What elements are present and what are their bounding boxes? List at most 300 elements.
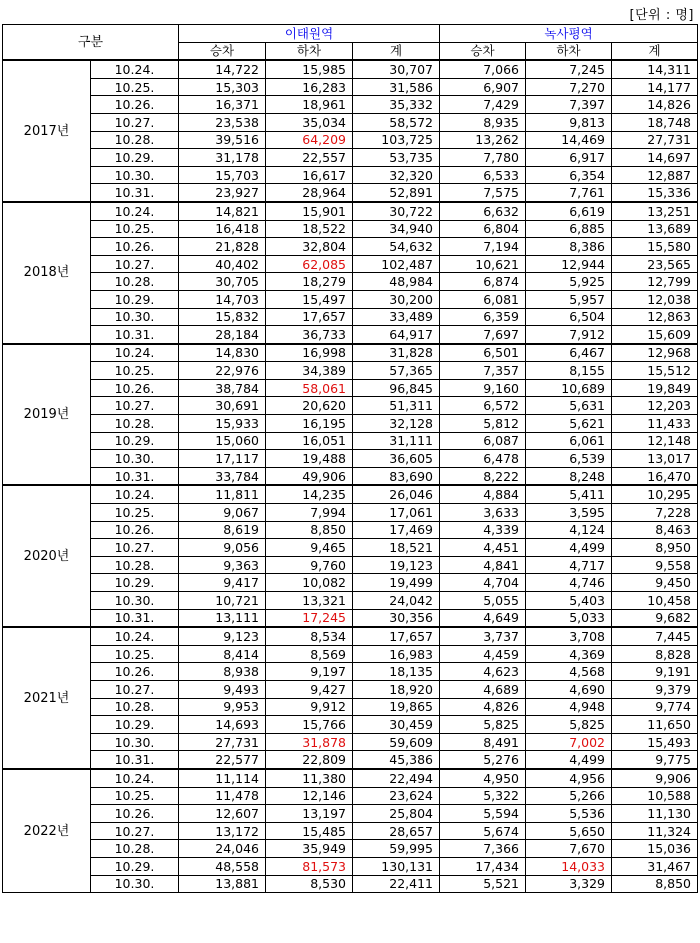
value-cell: 7,912 xyxy=(526,326,612,344)
value-cell: 4,451 xyxy=(440,539,526,557)
value-cell: 52,891 xyxy=(353,184,440,202)
value-cell: 45,386 xyxy=(353,751,440,769)
value-cell: 103,725 xyxy=(353,131,440,149)
value-cell: 17,657 xyxy=(266,308,353,326)
value-cell: 22,494 xyxy=(353,769,440,787)
value-cell: 13,111 xyxy=(179,609,266,627)
value-cell: 9,191 xyxy=(612,663,698,681)
table-row xyxy=(3,131,698,149)
date-cell: 10.31. xyxy=(91,609,179,627)
value-cell: 15,036 xyxy=(612,840,698,858)
value-cell: 130,131 xyxy=(353,857,440,875)
value-cell: 5,276 xyxy=(440,751,526,769)
table-row xyxy=(3,857,698,875)
value-cell: 36,733 xyxy=(266,326,353,344)
value-cell: 23,927 xyxy=(179,184,266,202)
value-cell: 6,504 xyxy=(526,308,612,326)
value-cell: 14,469 xyxy=(526,131,612,149)
value-cell: 12,887 xyxy=(612,166,698,184)
table-row xyxy=(3,238,698,256)
value-cell: 14,311 xyxy=(612,60,698,78)
unit-label: [단위 : 명] xyxy=(629,8,694,23)
value-cell: 16,283 xyxy=(266,78,353,96)
table-row xyxy=(3,255,698,273)
value-cell: 15,060 xyxy=(179,432,266,450)
table-row xyxy=(3,485,698,503)
value-cell: 9,953 xyxy=(179,698,266,716)
value-cell: 11,130 xyxy=(612,805,698,823)
value-cell: 4,339 xyxy=(440,521,526,539)
value-cell: 3,737 xyxy=(440,627,526,645)
value-cell: 31,467 xyxy=(612,857,698,875)
value-cell: 33,489 xyxy=(353,308,440,326)
value-cell: 4,690 xyxy=(526,680,612,698)
value-cell: 17,117 xyxy=(179,450,266,468)
value-cell: 18,521 xyxy=(353,539,440,557)
value-cell: 8,530 xyxy=(266,875,353,893)
value-cell: 81,573 xyxy=(266,857,353,875)
date-cell: 10.26. xyxy=(91,379,179,397)
value-cell: 30,459 xyxy=(353,716,440,734)
year-cell: 2019년 xyxy=(3,344,91,486)
value-cell: 6,354 xyxy=(526,166,612,184)
value-cell: 4,499 xyxy=(526,751,612,769)
header-col-alight: 하차 xyxy=(526,42,612,60)
date-cell: 10.25. xyxy=(91,645,179,663)
header-col-total: 계 xyxy=(353,42,440,60)
date-cell: 10.26. xyxy=(91,521,179,539)
table-row xyxy=(3,326,698,344)
value-cell: 4,124 xyxy=(526,521,612,539)
table-row xyxy=(3,379,698,397)
value-cell: 64,917 xyxy=(353,326,440,344)
value-cell: 9,760 xyxy=(266,556,353,574)
table-row xyxy=(3,680,698,698)
value-cell: 9,493 xyxy=(179,680,266,698)
value-cell: 8,534 xyxy=(266,627,353,645)
header-station-itaewon: 이태원역 xyxy=(179,25,440,43)
value-cell: 13,251 xyxy=(612,202,698,220)
value-cell: 38,784 xyxy=(179,379,266,397)
value-cell: 7,397 xyxy=(526,96,612,114)
value-cell: 3,595 xyxy=(526,504,612,522)
value-cell: 9,774 xyxy=(612,698,698,716)
date-cell: 10.29. xyxy=(91,857,179,875)
year-cell: 2022년 xyxy=(3,769,91,893)
value-cell: 11,324 xyxy=(612,822,698,840)
value-cell: 12,607 xyxy=(179,805,266,823)
value-cell: 4,841 xyxy=(440,556,526,574)
value-cell: 15,703 xyxy=(179,166,266,184)
value-cell: 23,565 xyxy=(612,255,698,273)
value-cell: 6,501 xyxy=(440,344,526,362)
date-cell: 10.24. xyxy=(91,60,179,78)
table-row xyxy=(3,113,698,131)
value-cell: 5,536 xyxy=(526,805,612,823)
value-cell: 4,459 xyxy=(440,645,526,663)
value-cell: 30,691 xyxy=(179,397,266,415)
value-cell: 35,034 xyxy=(266,113,353,131)
value-cell: 16,983 xyxy=(353,645,440,663)
table-row xyxy=(3,698,698,716)
value-cell: 16,617 xyxy=(266,166,353,184)
value-cell: 16,470 xyxy=(612,467,698,485)
value-cell: 7,366 xyxy=(440,840,526,858)
value-cell: 28,657 xyxy=(353,822,440,840)
value-cell: 33,784 xyxy=(179,467,266,485)
value-cell: 4,956 xyxy=(526,769,612,787)
date-cell: 10.27. xyxy=(91,113,179,131)
date-cell: 10.29. xyxy=(91,290,179,308)
table-row xyxy=(3,202,698,220)
value-cell: 5,925 xyxy=(526,273,612,291)
table-row xyxy=(3,273,698,291)
value-cell: 10,689 xyxy=(526,379,612,397)
value-cell: 12,799 xyxy=(612,273,698,291)
header-col-alight: 하차 xyxy=(266,42,353,60)
value-cell: 15,336 xyxy=(612,184,698,202)
value-cell: 14,235 xyxy=(266,485,353,503)
value-cell: 22,976 xyxy=(179,362,266,380)
value-cell: 15,933 xyxy=(179,415,266,433)
value-cell: 7,228 xyxy=(612,504,698,522)
table-row xyxy=(3,733,698,751)
value-cell: 6,572 xyxy=(440,397,526,415)
value-cell: 22,809 xyxy=(266,751,353,769)
table-row xyxy=(3,592,698,610)
value-cell: 11,433 xyxy=(612,415,698,433)
value-cell: 7,429 xyxy=(440,96,526,114)
value-cell: 16,418 xyxy=(179,220,266,238)
table-row xyxy=(3,432,698,450)
table-row xyxy=(3,875,698,893)
date-cell: 10.31. xyxy=(91,326,179,344)
value-cell: 4,369 xyxy=(526,645,612,663)
value-cell: 22,557 xyxy=(266,149,353,167)
table-row xyxy=(3,609,698,627)
header-col-total: 계 xyxy=(612,42,698,60)
value-cell: 13,321 xyxy=(266,592,353,610)
value-cell: 6,907 xyxy=(440,78,526,96)
value-cell: 8,569 xyxy=(266,645,353,663)
value-cell: 19,123 xyxy=(353,556,440,574)
table-row xyxy=(3,184,698,202)
value-cell: 31,111 xyxy=(353,432,440,450)
table-row xyxy=(3,751,698,769)
value-cell: 14,722 xyxy=(179,60,266,78)
value-cell: 9,450 xyxy=(612,574,698,592)
table-row xyxy=(3,290,698,308)
value-cell: 4,884 xyxy=(440,485,526,503)
value-cell: 8,828 xyxy=(612,645,698,663)
header-gubun: 구분 xyxy=(3,25,179,61)
table-row xyxy=(3,504,698,522)
value-cell: 19,488 xyxy=(266,450,353,468)
value-cell: 14,826 xyxy=(612,96,698,114)
value-cell: 7,780 xyxy=(440,149,526,167)
value-cell: 12,944 xyxy=(526,255,612,273)
date-cell: 10.24. xyxy=(91,202,179,220)
value-cell: 14,821 xyxy=(179,202,266,220)
date-cell: 10.28. xyxy=(91,840,179,858)
value-cell: 22,577 xyxy=(179,751,266,769)
value-cell: 23,538 xyxy=(179,113,266,131)
table-row xyxy=(3,521,698,539)
date-cell: 10.24. xyxy=(91,485,179,503)
value-cell: 8,463 xyxy=(612,521,698,539)
table-row xyxy=(3,805,698,823)
table-row xyxy=(3,344,698,362)
value-cell: 7,245 xyxy=(526,60,612,78)
value-cell: 15,609 xyxy=(612,326,698,344)
value-cell: 6,478 xyxy=(440,450,526,468)
value-cell: 8,491 xyxy=(440,733,526,751)
value-cell: 12,968 xyxy=(612,344,698,362)
value-cell: 5,033 xyxy=(526,609,612,627)
value-cell: 5,266 xyxy=(526,787,612,805)
header-row-1 xyxy=(3,25,698,43)
value-cell: 8,155 xyxy=(526,362,612,380)
table-row xyxy=(3,663,698,681)
date-cell: 10.31. xyxy=(91,184,179,202)
value-cell: 12,038 xyxy=(612,290,698,308)
value-cell: 5,812 xyxy=(440,415,526,433)
date-cell: 10.27. xyxy=(91,680,179,698)
table-row xyxy=(3,450,698,468)
year-cell: 2017년 xyxy=(3,60,91,202)
value-cell: 6,533 xyxy=(440,166,526,184)
value-cell: 31,878 xyxy=(266,733,353,751)
value-cell: 28,184 xyxy=(179,326,266,344)
date-cell: 10.30. xyxy=(91,450,179,468)
value-cell: 14,703 xyxy=(179,290,266,308)
value-cell: 48,558 xyxy=(179,857,266,875)
value-cell: 18,920 xyxy=(353,680,440,698)
value-cell: 23,624 xyxy=(353,787,440,805)
value-cell: 15,497 xyxy=(266,290,353,308)
value-cell: 102,487 xyxy=(353,255,440,273)
table-row xyxy=(3,220,698,238)
table-row xyxy=(3,822,698,840)
value-cell: 6,539 xyxy=(526,450,612,468)
value-cell: 19,499 xyxy=(353,574,440,592)
value-cell: 5,521 xyxy=(440,875,526,893)
value-cell: 13,172 xyxy=(179,822,266,840)
value-cell: 4,704 xyxy=(440,574,526,592)
date-cell: 10.24. xyxy=(91,627,179,645)
value-cell: 15,766 xyxy=(266,716,353,734)
value-cell: 3,708 xyxy=(526,627,612,645)
value-cell: 14,693 xyxy=(179,716,266,734)
table-row xyxy=(3,60,698,78)
table-row xyxy=(3,769,698,787)
table-row xyxy=(3,645,698,663)
value-cell: 4,746 xyxy=(526,574,612,592)
value-cell: 12,863 xyxy=(612,308,698,326)
value-cell: 59,995 xyxy=(353,840,440,858)
value-cell: 6,885 xyxy=(526,220,612,238)
value-cell: 8,248 xyxy=(526,467,612,485)
table-row xyxy=(3,397,698,415)
year-cell: 2020년 xyxy=(3,485,91,627)
value-cell: 3,329 xyxy=(526,875,612,893)
value-cell: 18,961 xyxy=(266,96,353,114)
date-cell: 10.25. xyxy=(91,220,179,238)
value-cell: 24,042 xyxy=(353,592,440,610)
table-row xyxy=(3,415,698,433)
date-cell: 10.30. xyxy=(91,166,179,184)
value-cell: 32,320 xyxy=(353,166,440,184)
value-cell: 10,588 xyxy=(612,787,698,805)
date-cell: 10.24. xyxy=(91,344,179,362)
value-cell: 5,055 xyxy=(440,592,526,610)
value-cell: 30,200 xyxy=(353,290,440,308)
value-cell: 30,705 xyxy=(179,273,266,291)
value-cell: 7,270 xyxy=(526,78,612,96)
table-row xyxy=(3,840,698,858)
value-cell: 11,811 xyxy=(179,485,266,503)
value-cell: 9,912 xyxy=(266,698,353,716)
value-cell: 27,731 xyxy=(179,733,266,751)
value-cell: 10,082 xyxy=(266,574,353,592)
value-cell: 8,850 xyxy=(266,521,353,539)
value-cell: 16,051 xyxy=(266,432,353,450)
value-cell: 31,828 xyxy=(353,344,440,362)
value-cell: 25,804 xyxy=(353,805,440,823)
value-cell: 10,621 xyxy=(440,255,526,273)
value-cell: 12,203 xyxy=(612,397,698,415)
value-cell: 7,994 xyxy=(266,504,353,522)
value-cell: 14,177 xyxy=(612,78,698,96)
value-cell: 11,650 xyxy=(612,716,698,734)
date-cell: 10.25. xyxy=(91,504,179,522)
date-cell: 10.26. xyxy=(91,805,179,823)
value-cell: 31,178 xyxy=(179,149,266,167)
value-cell: 9,465 xyxy=(266,539,353,557)
value-cell: 5,631 xyxy=(526,397,612,415)
value-cell: 39,516 xyxy=(179,131,266,149)
value-cell: 5,322 xyxy=(440,787,526,805)
value-cell: 4,950 xyxy=(440,769,526,787)
value-cell: 15,493 xyxy=(612,733,698,751)
value-cell: 9,417 xyxy=(179,574,266,592)
date-cell: 10.25. xyxy=(91,787,179,805)
ridership-table xyxy=(2,24,698,893)
value-cell: 53,735 xyxy=(353,149,440,167)
year-cell: 2018년 xyxy=(3,202,91,344)
value-cell: 7,445 xyxy=(612,627,698,645)
value-cell: 12,148 xyxy=(612,432,698,450)
value-cell: 13,881 xyxy=(179,875,266,893)
value-cell: 6,804 xyxy=(440,220,526,238)
date-cell: 10.29. xyxy=(91,432,179,450)
value-cell: 64,209 xyxy=(266,131,353,149)
value-cell: 10,458 xyxy=(612,592,698,610)
header-col-board: 승차 xyxy=(440,42,526,60)
value-cell: 59,609 xyxy=(353,733,440,751)
value-cell: 54,632 xyxy=(353,238,440,256)
value-cell: 22,411 xyxy=(353,875,440,893)
value-cell: 34,389 xyxy=(266,362,353,380)
date-cell: 10.28. xyxy=(91,415,179,433)
value-cell: 15,512 xyxy=(612,362,698,380)
value-cell: 35,949 xyxy=(266,840,353,858)
value-cell: 4,499 xyxy=(526,539,612,557)
table-row xyxy=(3,716,698,734)
value-cell: 19,865 xyxy=(353,698,440,716)
table-body xyxy=(3,60,698,892)
value-cell: 3,633 xyxy=(440,504,526,522)
date-cell: 10.30. xyxy=(91,592,179,610)
value-cell: 7,575 xyxy=(440,184,526,202)
value-cell: 51,311 xyxy=(353,397,440,415)
value-cell: 15,485 xyxy=(266,822,353,840)
value-cell: 6,632 xyxy=(440,202,526,220)
value-cell: 17,469 xyxy=(353,521,440,539)
value-cell: 40,402 xyxy=(179,255,266,273)
value-cell: 9,813 xyxy=(526,113,612,131)
value-cell: 10,721 xyxy=(179,592,266,610)
value-cell: 8,222 xyxy=(440,467,526,485)
value-cell: 8,414 xyxy=(179,645,266,663)
value-cell: 11,114 xyxy=(179,769,266,787)
value-cell: 8,938 xyxy=(179,663,266,681)
date-cell: 10.27. xyxy=(91,539,179,557)
value-cell: 13,197 xyxy=(266,805,353,823)
value-cell: 24,046 xyxy=(179,840,266,858)
value-cell: 13,262 xyxy=(440,131,526,149)
value-cell: 26,046 xyxy=(353,485,440,503)
value-cell: 9,363 xyxy=(179,556,266,574)
date-cell: 10.28. xyxy=(91,131,179,149)
value-cell: 6,467 xyxy=(526,344,612,362)
value-cell: 20,620 xyxy=(266,397,353,415)
date-cell: 10.25. xyxy=(91,362,179,380)
value-cell: 5,650 xyxy=(526,822,612,840)
value-cell: 15,832 xyxy=(179,308,266,326)
value-cell: 15,303 xyxy=(179,78,266,96)
value-cell: 7,761 xyxy=(526,184,612,202)
value-cell: 4,649 xyxy=(440,609,526,627)
value-cell: 48,984 xyxy=(353,273,440,291)
value-cell: 13,689 xyxy=(612,220,698,238)
date-cell: 10.30. xyxy=(91,733,179,751)
value-cell: 17,434 xyxy=(440,857,526,875)
value-cell: 9,056 xyxy=(179,539,266,557)
table-row xyxy=(3,556,698,574)
value-cell: 96,845 xyxy=(353,379,440,397)
value-cell: 8,950 xyxy=(612,539,698,557)
value-cell: 32,804 xyxy=(266,238,353,256)
date-cell: 10.26. xyxy=(91,96,179,114)
value-cell: 11,478 xyxy=(179,787,266,805)
date-cell: 10.27. xyxy=(91,397,179,415)
value-cell: 8,386 xyxy=(526,238,612,256)
date-cell: 10.28. xyxy=(91,698,179,716)
year-cell: 2021년 xyxy=(3,627,91,769)
value-cell: 7,066 xyxy=(440,60,526,78)
table-row xyxy=(3,308,698,326)
value-cell: 9,775 xyxy=(612,751,698,769)
value-cell: 9,123 xyxy=(179,627,266,645)
date-cell: 10.31. xyxy=(91,467,179,485)
value-cell: 5,411 xyxy=(526,485,612,503)
value-cell: 6,359 xyxy=(440,308,526,326)
date-cell: 10.29. xyxy=(91,149,179,167)
value-cell: 17,657 xyxy=(353,627,440,645)
value-cell: 16,195 xyxy=(266,415,353,433)
value-cell: 57,365 xyxy=(353,362,440,380)
